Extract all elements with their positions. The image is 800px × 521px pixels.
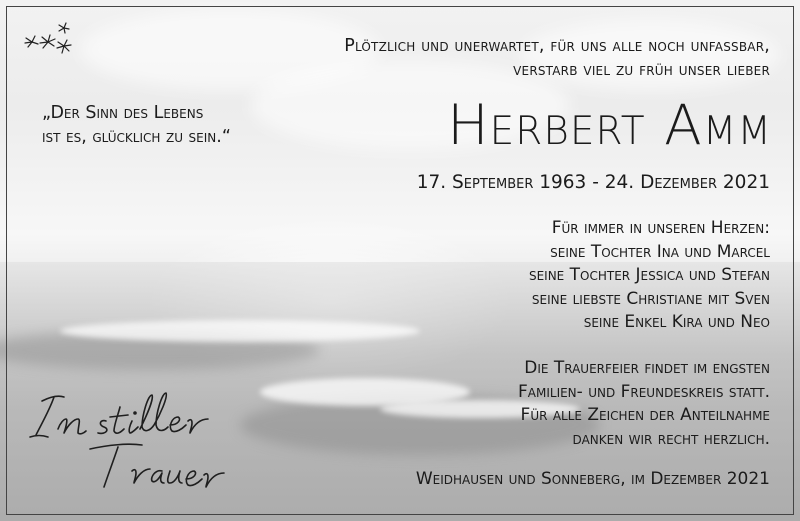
mourners-list [529,217,770,335]
mourners-line: seine liebste Christiane mit Sven [531,288,770,309]
place-date: Weidhausen und Sonneberg, im Dezember 2021 [415,469,770,489]
mourners-line: seine Tochter Jessica und Stefan [528,265,770,285]
dandelion-seeds-icon [20,20,80,60]
service-line: Familien- und Freundeskreis statt. [518,381,770,402]
service-line: danken wir recht herzlich. [572,428,770,449]
mourners-line: Für immer in unseren Herzen: [551,218,770,238]
intro-text [300,34,770,82]
life-dates: 17. September 1963 - 24. Dezember 2021 [416,172,770,193]
service-line: Für alle Zeichen der Anteilnahme [520,405,770,425]
mourners-line: seine Tochter Ina und Marcel [550,241,770,262]
deceased-name: Herbert Amm [447,93,772,157]
in-stiller-trauer-script [28,385,238,495]
service-line: Die Trauerfeier findet im engsten [524,358,770,378]
intro-line: verstarb viel zu früh unser lieber [513,60,770,80]
intro-line: Plötzlich und unerwartet, für uns alle noch unfassbar, [344,36,770,56]
quote-line: „Der Sinn des Lebens [42,103,204,123]
wave-foam [60,320,420,342]
quote-line: ist es, glücklich zu sein.“ [42,127,231,147]
mourners-line: seine Enkel Kira und Neo [583,312,770,332]
service-info [518,357,770,451]
quote [42,101,231,149]
